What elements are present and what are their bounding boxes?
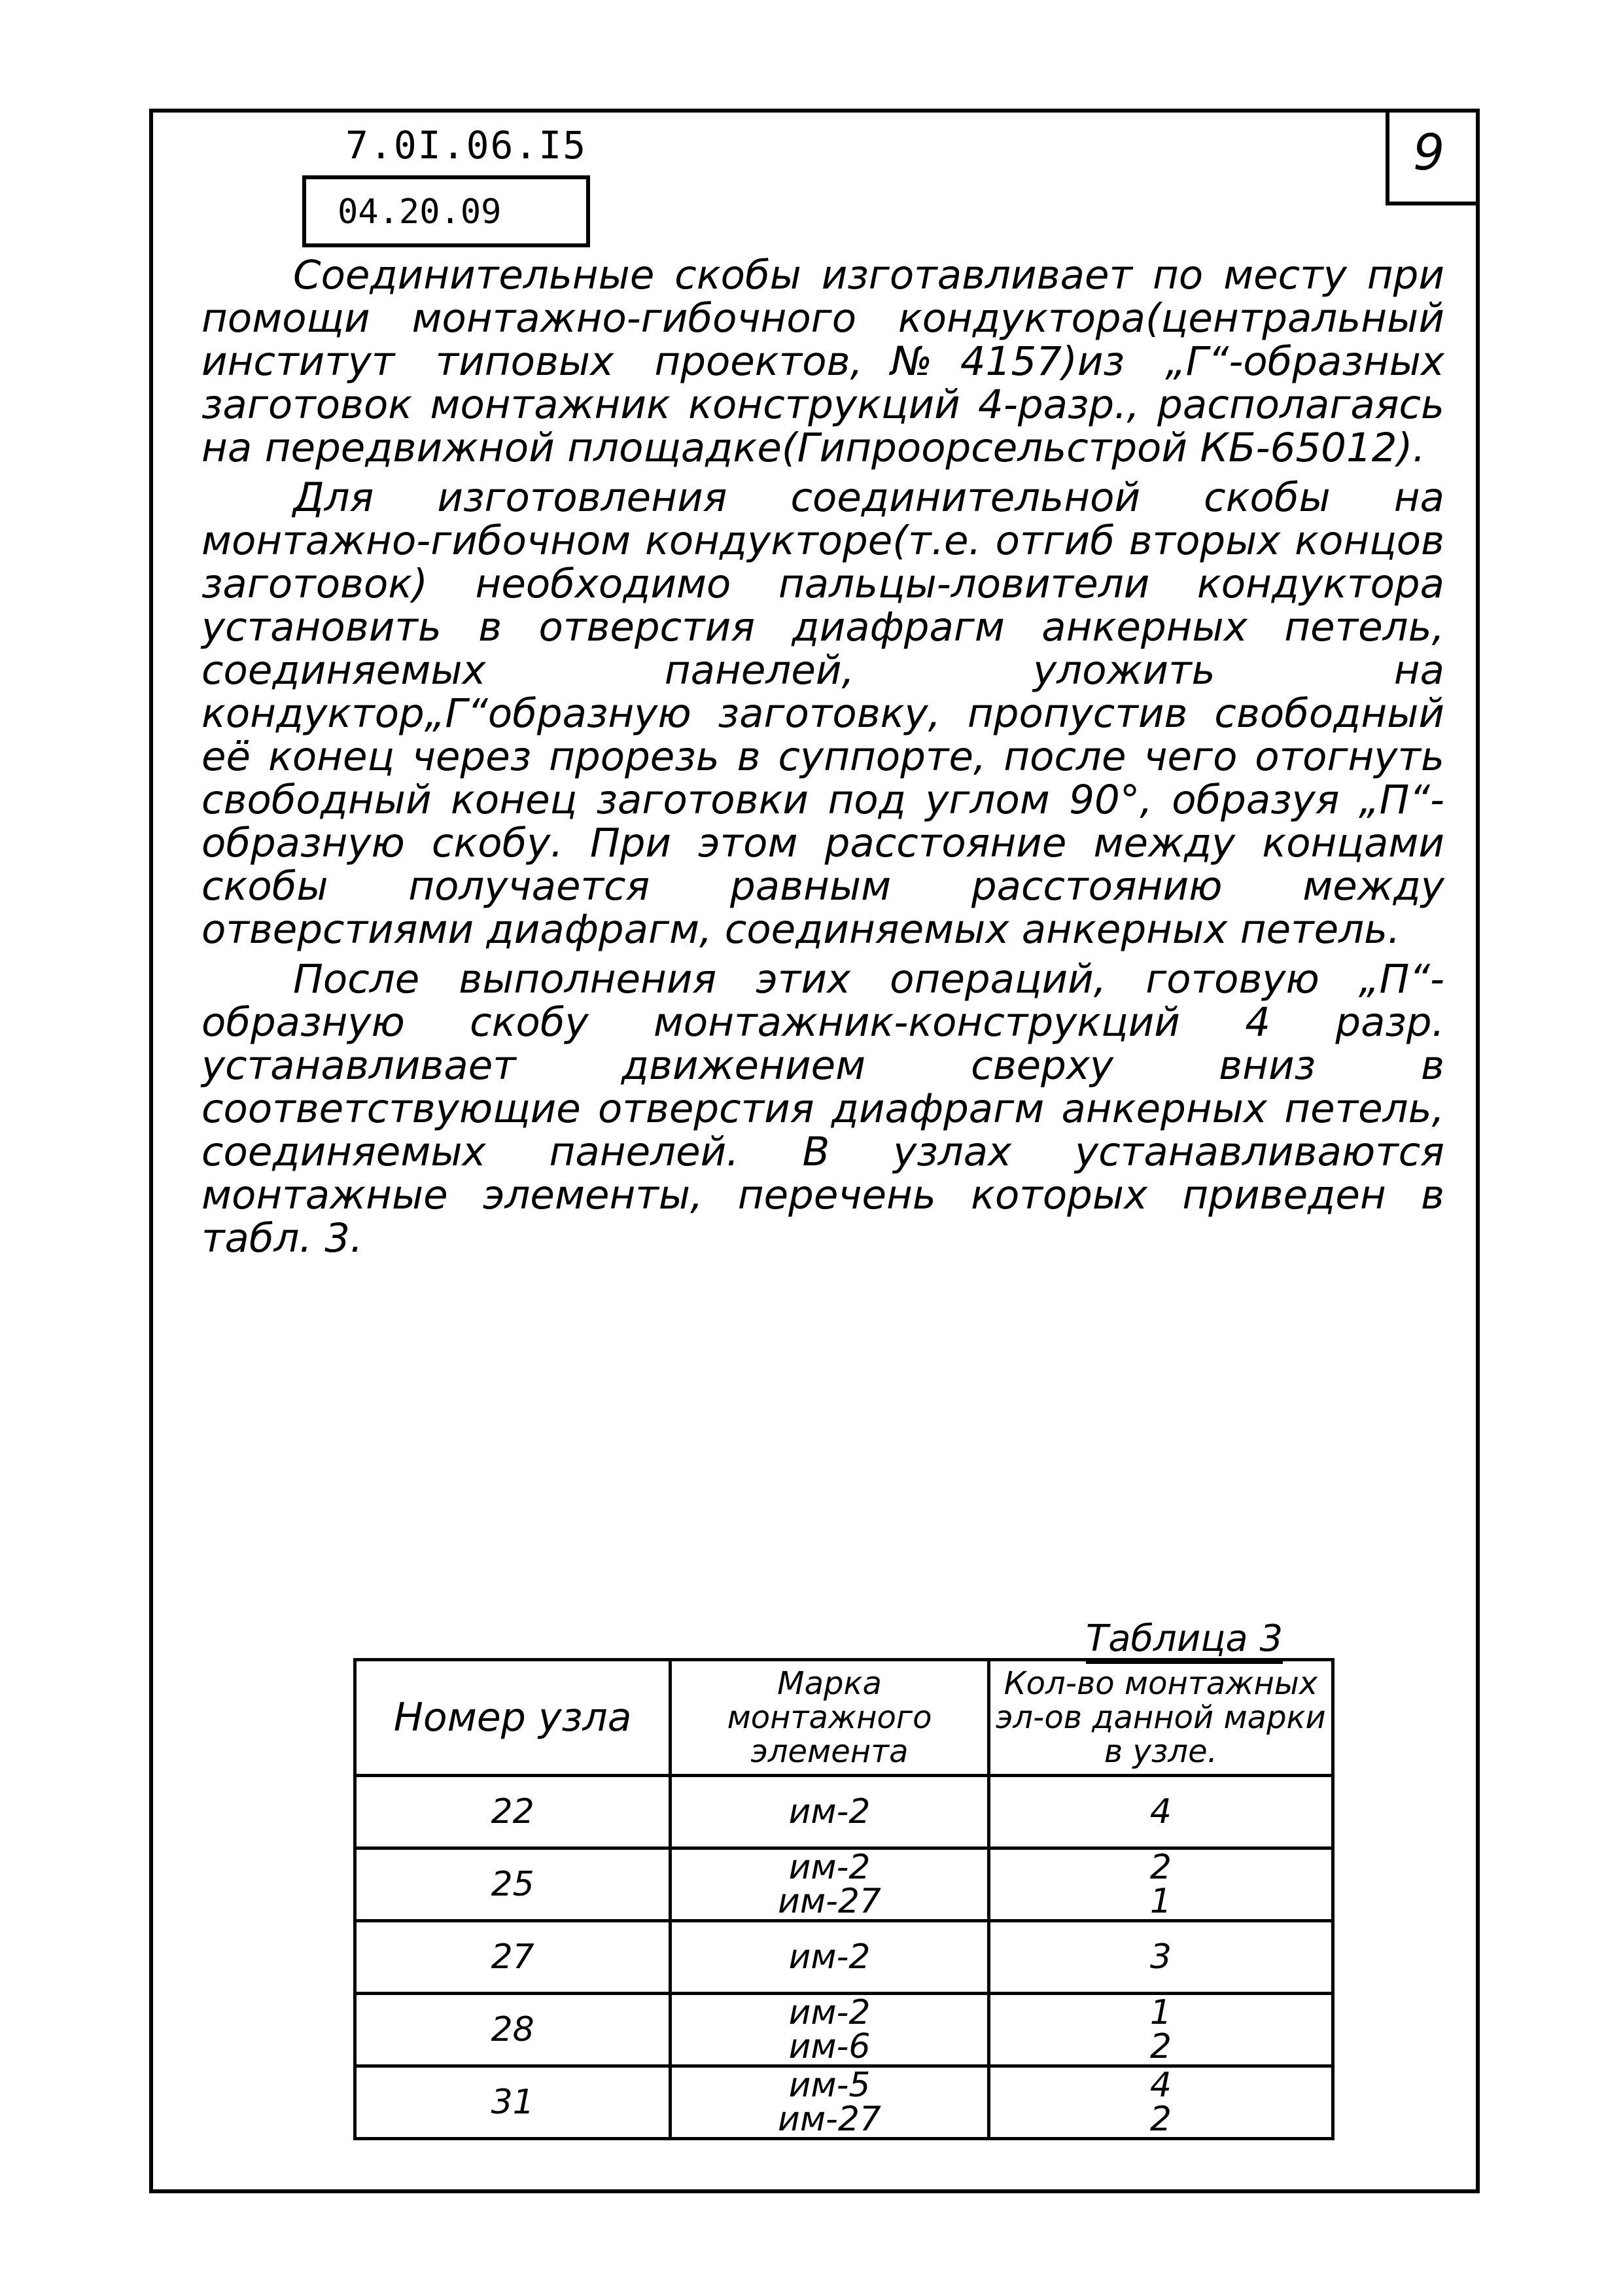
cell-marks — [671, 2066, 988, 2139]
mark-value: им-6 — [788, 2027, 871, 2066]
count-value: 2 — [1149, 2027, 1172, 2066]
count-value: 3 — [1149, 1937, 1172, 1977]
cell-counts — [988, 1848, 1333, 1921]
cell-node: 25 — [355, 1848, 671, 1921]
table-row — [355, 1848, 1333, 1921]
table-caption-text: Таблица 3 — [1086, 1617, 1283, 1664]
header-node-number: Номер узла — [355, 1660, 671, 1776]
body-text — [201, 254, 1444, 1267]
cell-node: 27 — [355, 1921, 671, 1994]
cell-node: 22 — [355, 1776, 671, 1848]
table-caption — [1086, 1617, 1283, 1660]
cell-counts — [988, 1776, 1333, 1848]
cell-counts — [988, 1921, 1333, 1994]
count-value: 1 — [1149, 1993, 1172, 2032]
table-row — [355, 2066, 1333, 2139]
table-row — [355, 1921, 1333, 1994]
table-header-row — [355, 1660, 1333, 1776]
page-number-box — [1386, 111, 1477, 205]
mark-value: им-2 — [788, 1848, 871, 1887]
sheet-code-box — [302, 175, 590, 247]
count-value: 4 — [1149, 1792, 1172, 1831]
cell-node: 31 — [355, 2066, 671, 2139]
cell-counts — [988, 1994, 1333, 2066]
mark-value: им-27 — [778, 2100, 882, 2139]
header-element-mark: Марка монтажного элемента — [671, 1660, 988, 1776]
mark-value: им-2 — [788, 1993, 871, 2032]
sheet-code: 04.20.09 — [338, 192, 502, 232]
page-number: 9 — [1413, 123, 1445, 181]
header-element-count: Кол-во монтажных эл-ов данной марки в узле. — [988, 1660, 1333, 1776]
count-value: 1 — [1149, 1882, 1172, 1921]
document-code: 7.0I.06.I5 — [345, 123, 587, 168]
mounting-elements-table — [353, 1658, 1335, 2140]
cell-marks — [671, 1848, 988, 1921]
paragraph: Соединительные скобы изготавливает по месту при помощи монтажно-гибочного кондуктора(центральный институт типовых проектов,№4157)из „Г“-образных заготовок монтажник конструкций 4-разр., располагаясь на передвижной площадке(Гипроорсельстрой КБ-65012). — [201, 252, 1444, 471]
table-row — [355, 1776, 1333, 1848]
cell-marks — [671, 1994, 988, 2066]
count-value: 2 — [1149, 1848, 1172, 1887]
paragraph: После выполнения этих операций, готовую „П“- образную скобу монтажник-конструкций 4 разр. устанавливает движением сверху вниз в соответствующие отверстия диафрагм анкерных петель, соединяемых панелей. В узлах устанавливаются монтажные элементы, перечень которых приведен в табл. 3. — [201, 956, 1444, 1262]
mark-value: им-2 — [788, 1792, 871, 1831]
mark-value: им-2 — [788, 1937, 871, 1977]
cell-marks — [671, 1776, 988, 1848]
cell-marks — [671, 1921, 988, 1994]
mark-value: им-5 — [788, 2066, 871, 2105]
cell-counts — [988, 2066, 1333, 2139]
mark-value: им-27 — [778, 1882, 882, 1921]
cell-node: 28 — [355, 1994, 671, 2066]
table-row — [355, 1994, 1333, 2066]
paragraph: Для изготовления соединительной скобы на монтажно-гибочном кондукторе(т.е. отгиб вторых концов заготовок) необходимо пальцы-ловители кондуктора установить в отверстия диафрагм анкерных петель, соединяемых панелей, уложить на кондуктор„Г“образную заготовку, пропустив свободный её конец через прорезь в суппорте, после чего отогнуть свободный конец заготовки под углом 90°, образуя „П“-образную скобу. При этом расстояние между концами скобы получается равным расстоянию между отверстиями диафрагм, соединяемых анкерных петель. — [201, 474, 1444, 953]
count-value: 2 — [1149, 2100, 1172, 2139]
count-value: 4 — [1149, 2066, 1172, 2105]
